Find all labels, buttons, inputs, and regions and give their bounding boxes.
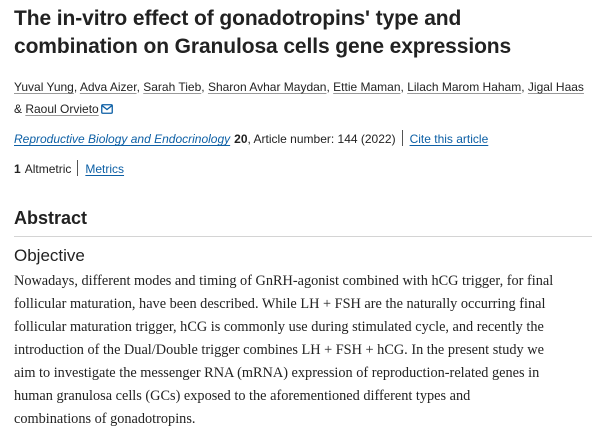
- author-list: [14, 76, 604, 121]
- paragraph-line: Nowadays, different modes and timing of GnRH-agonist combined with hCG trigger, for final: [14, 273, 554, 289]
- author-separator: ,: [326, 80, 334, 94]
- envelope-icon[interactable]: [101, 99, 113, 121]
- author-link[interactable]: Raoul Orvieto: [25, 102, 99, 116]
- objective-paragraph: [14, 270, 611, 431]
- cite-this-article-link[interactable]: Cite this article: [409, 132, 489, 146]
- objective-heading: Objective: [14, 246, 85, 265]
- altmetric-label: Altmetric: [24, 162, 72, 176]
- paragraph-line: combinations of gonadotropins.: [14, 411, 196, 427]
- section-divider: [14, 236, 592, 237]
- divider: [402, 130, 403, 146]
- author-link[interactable]: Sharon Avhar Maydan: [207, 80, 327, 94]
- metrics-link[interactable]: Metrics: [85, 162, 125, 176]
- article-number: , Article number: 144 (2022): [247, 132, 396, 146]
- title-line-2: combination on Granulosa cells gene expressions: [14, 35, 512, 58]
- author-separator: ,: [400, 80, 408, 94]
- paragraph-line: aim to investigate the messenger RNA (mRNA) expression of reproduction-related genes in: [14, 365, 540, 381]
- author-link[interactable]: Ettie Maman: [333, 80, 401, 94]
- journal-link[interactable]: Reproductive Biology and Endocrinology: [14, 132, 231, 146]
- abstract-heading: Abstract: [14, 208, 88, 228]
- author-conjunction: &: [14, 102, 26, 116]
- author-separator: ,: [521, 80, 528, 94]
- article-title: [14, 5, 599, 61]
- author-link[interactable]: Adva Aizer: [79, 80, 137, 94]
- paragraph-line: human granulosa cells (GCs) exposed to the aforementioned different types and: [14, 388, 471, 404]
- author-link[interactable]: Yuval Yung: [14, 80, 74, 94]
- author-link[interactable]: Sarah Tieb: [143, 80, 202, 94]
- paragraph-line: introduction of the Dual/Double trigger combines LH + FSH + hCG. In the present study we: [14, 342, 544, 358]
- author-link[interactable]: Jigal Haas: [527, 80, 584, 94]
- author-link[interactable]: Lilach Marom Haham: [407, 80, 522, 94]
- divider: [77, 160, 78, 176]
- author-separator: ,: [136, 80, 144, 94]
- metrics-row: [14, 160, 124, 177]
- altmetric-count: 1: [14, 162, 21, 176]
- volume-number: 20: [234, 132, 248, 146]
- paragraph-line: follicular maturation trigger, hCG is commonly use during stimulated cycle, and recently the: [14, 319, 544, 335]
- author-separator: ,: [201, 80, 208, 94]
- title-line-1: The in-vitro effect of gonadotropins' type and: [14, 7, 462, 30]
- paragraph-line: follicular maturation, have been described. While LH + FSH are the naturally occurring final: [14, 296, 546, 312]
- citation-line: [14, 130, 488, 147]
- author-separator: ,: [73, 80, 80, 94]
